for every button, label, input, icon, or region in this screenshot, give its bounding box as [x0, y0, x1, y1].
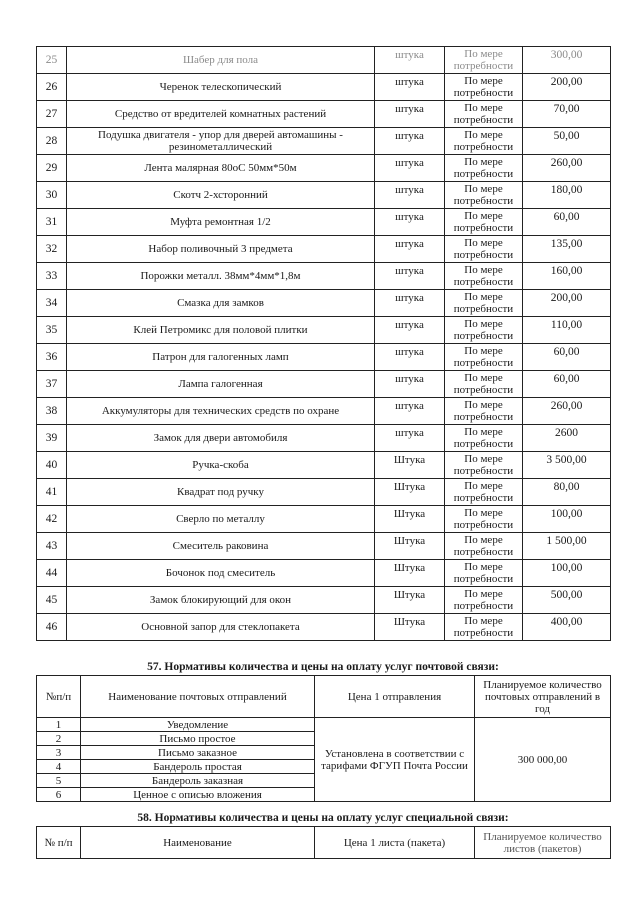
- item-name: Бочонок под смеситель: [67, 560, 375, 587]
- postal-row-name: Письмо заказное: [81, 746, 315, 760]
- item-number: 29: [37, 155, 67, 182]
- postal-price-note: Установлена в соответствии с тарифами ФГУП Почта России: [315, 718, 475, 802]
- item-quantity: По мере потребности: [445, 74, 523, 101]
- table-row: [37, 74, 611, 101]
- item-unit: штука: [375, 398, 445, 425]
- item-name: Лампа галогенная: [67, 371, 375, 398]
- item-quantity: По мере потребности: [445, 479, 523, 506]
- item-name: Основной запор для стеклопакета: [67, 614, 375, 641]
- item-name: Средство от вредителей комнатных растений: [67, 101, 375, 128]
- item-unit: штука: [375, 182, 445, 209]
- item-unit: Штука: [375, 506, 445, 533]
- item-quantity: По мере потребности: [445, 371, 523, 398]
- item-number: 40: [37, 452, 67, 479]
- item-name: Черенок телескопический: [67, 74, 375, 101]
- item-number: 38: [37, 398, 67, 425]
- postal-row-num: 5: [37, 774, 81, 788]
- postal-row-name: Письмо простое: [81, 732, 315, 746]
- table-row: [37, 263, 611, 290]
- item-price: 500,00: [523, 587, 611, 614]
- item-unit: штука: [375, 236, 445, 263]
- item-quantity: По мере потребности: [445, 533, 523, 560]
- postal-row-num: 2: [37, 732, 81, 746]
- postal-services-table: [36, 675, 611, 802]
- item-unit: штука: [375, 128, 445, 155]
- items-table: [36, 46, 611, 641]
- item-quantity: По мере потребности: [445, 344, 523, 371]
- item-name: Подушка двигателя - упор для дверей автомашины - резинометаллический: [67, 128, 375, 155]
- item-price: 200,00: [523, 74, 611, 101]
- special-header-qty: Планируемое количество листов (пакетов): [475, 827, 611, 859]
- item-price: 300,00: [523, 47, 611, 74]
- item-number: 39: [37, 425, 67, 452]
- table-row: [37, 533, 611, 560]
- item-price: 260,00: [523, 155, 611, 182]
- item-price: 180,00: [523, 182, 611, 209]
- item-price: 60,00: [523, 344, 611, 371]
- item-name: Квадрат под ручку: [67, 479, 375, 506]
- postal-header-num: №п/п: [37, 676, 81, 718]
- table-row: [37, 155, 611, 182]
- table-row: [37, 236, 611, 263]
- postal-row-name: Бандероль заказная: [81, 774, 315, 788]
- item-number: 42: [37, 506, 67, 533]
- item-unit: Штука: [375, 479, 445, 506]
- item-quantity: По мере потребности: [445, 128, 523, 155]
- table-row: [37, 47, 611, 74]
- table-row: [37, 101, 611, 128]
- item-name: Ручка-скоба: [67, 452, 375, 479]
- table-row: [37, 344, 611, 371]
- item-number: 34: [37, 290, 67, 317]
- item-price: 50,00: [523, 128, 611, 155]
- item-quantity: По мере потребности: [445, 263, 523, 290]
- item-unit: штука: [375, 209, 445, 236]
- item-unit: штука: [375, 74, 445, 101]
- item-unit: штука: [375, 101, 445, 128]
- item-price: 80,00: [523, 479, 611, 506]
- table-row: [37, 317, 611, 344]
- section-57-title: 57. Нормативы количества и цены на оплату услуг почтовой связи:: [147, 661, 499, 673]
- item-unit: Штука: [375, 614, 445, 641]
- item-number: 43: [37, 533, 67, 560]
- item-unit: штука: [375, 371, 445, 398]
- item-quantity: По мере потребности: [445, 452, 523, 479]
- item-name: Набор поливочный 3 предмета: [67, 236, 375, 263]
- special-services-table: [36, 826, 611, 859]
- item-number: 27: [37, 101, 67, 128]
- table-row: [37, 452, 611, 479]
- item-price: 110,00: [523, 317, 611, 344]
- special-header-name: Наименование: [81, 827, 315, 859]
- item-quantity: По мере потребности: [445, 398, 523, 425]
- item-number: 26: [37, 74, 67, 101]
- table-row: [37, 398, 611, 425]
- item-name: Сверло по металлу: [67, 506, 375, 533]
- postal-header-row: [37, 676, 611, 718]
- postal-header-qty: Планируемое количество почтовых отправлений в год: [475, 676, 611, 718]
- postal-header-price: Цена 1 отправления: [315, 676, 475, 718]
- item-name: Замок блокирующий для окон: [67, 587, 375, 614]
- item-number: 35: [37, 317, 67, 344]
- item-quantity: По мере потребности: [445, 155, 523, 182]
- table-row: [37, 182, 611, 209]
- item-number: 41: [37, 479, 67, 506]
- item-number: 46: [37, 614, 67, 641]
- item-unit: штука: [375, 263, 445, 290]
- item-quantity: По мере потребности: [445, 614, 523, 641]
- item-name: Смазка для замков: [67, 290, 375, 317]
- item-quantity: По мере потребности: [445, 290, 523, 317]
- postal-row-num: 1: [37, 718, 81, 732]
- item-unit: Штука: [375, 587, 445, 614]
- item-unit: Штука: [375, 452, 445, 479]
- item-number: 36: [37, 344, 67, 371]
- item-price: 100,00: [523, 560, 611, 587]
- postal-header-name: Наименование почтовых отправлений: [81, 676, 315, 718]
- item-unit: Штука: [375, 560, 445, 587]
- item-name: Замок для двери автомобиля: [67, 425, 375, 452]
- table-row: [37, 425, 611, 452]
- item-price: 160,00: [523, 263, 611, 290]
- item-price: 3 500,00: [523, 452, 611, 479]
- table-row: [37, 587, 611, 614]
- item-name: Аккумуляторы для технических средств по охране: [67, 398, 375, 425]
- item-number: 25: [37, 47, 67, 74]
- item-price: 60,00: [523, 209, 611, 236]
- item-price: 260,00: [523, 398, 611, 425]
- special-header-row: [37, 827, 611, 859]
- table-row: [37, 614, 611, 641]
- item-quantity: По мере потребности: [445, 425, 523, 452]
- item-name: Лента малярная 80оС 50мм*50м: [67, 155, 375, 182]
- item-unit: штука: [375, 290, 445, 317]
- item-name: Патрон для галогенных ламп: [67, 344, 375, 371]
- item-number: 33: [37, 263, 67, 290]
- item-quantity: По мере потребности: [445, 317, 523, 344]
- item-price: 1 500,00: [523, 533, 611, 560]
- section-58-title: 58. Нормативы количества и цены на оплату услуг специальной связи:: [137, 812, 509, 824]
- item-name: Скотч 2-хсторонний: [67, 182, 375, 209]
- item-quantity: По мере потребности: [445, 506, 523, 533]
- item-quantity: По мере потребности: [445, 236, 523, 263]
- table-row: [37, 209, 611, 236]
- item-price: 2600: [523, 425, 611, 452]
- item-quantity: По мере потребности: [445, 209, 523, 236]
- item-unit: штука: [375, 47, 445, 74]
- item-unit: Штука: [375, 533, 445, 560]
- postal-row-num: 4: [37, 760, 81, 774]
- item-quantity: По мере потребности: [445, 47, 523, 74]
- item-price: 70,00: [523, 101, 611, 128]
- item-number: 37: [37, 371, 67, 398]
- item-unit: штука: [375, 155, 445, 182]
- table-row: [37, 506, 611, 533]
- items-table-body: [37, 47, 611, 641]
- item-unit: штука: [375, 317, 445, 344]
- postal-row-name: Ценное с описью вложения: [81, 788, 315, 802]
- item-number: 31: [37, 209, 67, 236]
- item-price: 60,00: [523, 371, 611, 398]
- item-number: 28: [37, 128, 67, 155]
- table-row: [37, 371, 611, 398]
- item-number: 32: [37, 236, 67, 263]
- table-row: [37, 560, 611, 587]
- item-name: Шабер для пола: [67, 47, 375, 74]
- item-quantity: По мере потребности: [445, 587, 523, 614]
- item-unit: штука: [375, 425, 445, 452]
- item-number: 44: [37, 560, 67, 587]
- item-price: 100,00: [523, 506, 611, 533]
- postal-row-num: 3: [37, 746, 81, 760]
- item-price: 400,00: [523, 614, 611, 641]
- item-quantity: По мере потребности: [445, 182, 523, 209]
- item-name: Муфта ремонтная 1/2: [67, 209, 375, 236]
- special-header-price: Цена 1 листа (пакета): [315, 827, 475, 859]
- item-number: 45: [37, 587, 67, 614]
- item-name: Клей Петромикс для половой плитки: [67, 317, 375, 344]
- item-name: Порожки металл. 38мм*4мм*1,8м: [67, 263, 375, 290]
- item-quantity: По мере потребности: [445, 560, 523, 587]
- postal-row-name: Уведомление: [81, 718, 315, 732]
- item-unit: штука: [375, 344, 445, 371]
- special-header-num: № п/п: [37, 827, 81, 859]
- postal-row-name: Бандероль простая: [81, 760, 315, 774]
- item-price: 200,00: [523, 290, 611, 317]
- item-name: Смеситель раковина: [67, 533, 375, 560]
- table-row: [37, 479, 611, 506]
- postal-row-num: 6: [37, 788, 81, 802]
- table-row: [37, 290, 611, 317]
- postal-row: [37, 718, 611, 732]
- item-quantity: По мере потребности: [445, 101, 523, 128]
- postal-qty-value: 300 000,00: [475, 718, 611, 802]
- item-price: 135,00: [523, 236, 611, 263]
- item-number: 30: [37, 182, 67, 209]
- table-row: [37, 128, 611, 155]
